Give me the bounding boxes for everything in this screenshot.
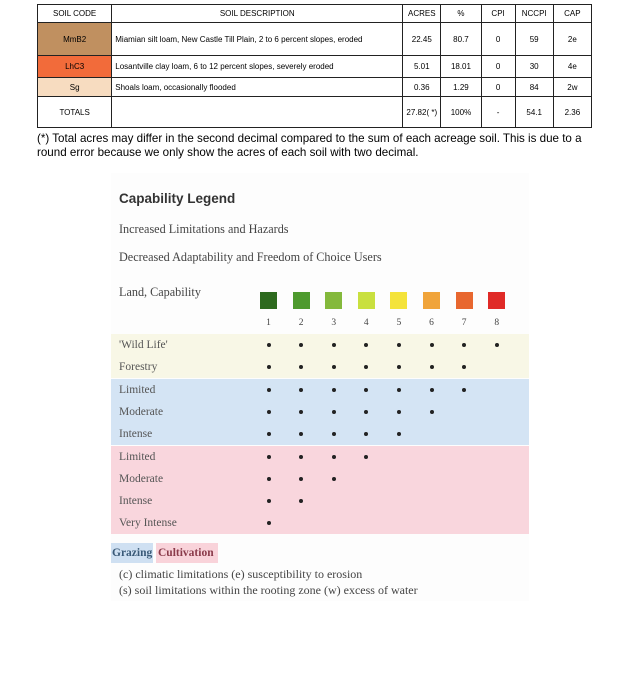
cpi-cell: 0 (481, 56, 515, 78)
capability-class-7-swatch (456, 292, 473, 309)
capability-dot (299, 477, 303, 481)
legend-title: Capability Legend (119, 191, 236, 206)
percent-cell: 18.01 (441, 56, 481, 78)
footnote-climatic-erosion: (c) climatic limitations (e) susceptibility to erosion (119, 567, 363, 581)
soil-code-cell: Sg (38, 78, 112, 97)
table-row (38, 56, 592, 78)
cultivation-tag: Cultivation (156, 543, 218, 563)
capability-row-label: Very Intense (119, 517, 177, 530)
capability-dot (430, 410, 434, 414)
header-soil-code: SOIL CODE (38, 5, 112, 23)
decreased-adaptability-line: Decreased Adaptability and Freedom of Choice Users (119, 250, 382, 264)
capability-dot (299, 455, 303, 459)
capability-dot (332, 455, 336, 459)
soil-table (37, 4, 592, 128)
capability-dot (332, 432, 336, 436)
cap-cell: 4e (553, 56, 591, 78)
nccpi-cell: 84 (515, 78, 553, 97)
header-soil-description: SOIL DESCRIPTION (112, 5, 403, 23)
capability-dot (397, 410, 401, 414)
totals-cpi: - (481, 97, 515, 128)
capability-class-2-swatch (293, 292, 310, 309)
capability-class-3-swatch (325, 292, 342, 309)
table-header-row (38, 5, 592, 23)
acres-cell: 0.36 (403, 78, 441, 97)
capability-row-label: Moderate (119, 405, 164, 418)
capability-row-label: Forestry (119, 361, 158, 374)
capability-dot (267, 388, 271, 392)
totals-acres: 27.82( *) (403, 97, 441, 128)
increased-limitations-line: Increased Limitations and Hazards (119, 222, 289, 236)
capability-row-label: Moderate (119, 472, 164, 485)
capability-dot (495, 343, 499, 347)
capability-dot (430, 388, 434, 392)
capability-class-8-swatch (488, 292, 505, 309)
cpi-cell: 0 (481, 78, 515, 97)
totals-row (38, 97, 592, 128)
capability-dot (332, 343, 336, 347)
capability-row-label: Limited (119, 450, 156, 463)
capability-row (111, 334, 529, 356)
capability-dot (267, 432, 271, 436)
acres-cell: 5.01 (403, 56, 441, 78)
capability-row (111, 468, 529, 490)
capability-class-1-swatch (260, 292, 277, 309)
capability-row (111, 490, 529, 512)
capability-class-1-number: 1 (266, 318, 271, 328)
capability-dot (364, 455, 368, 459)
capability-class-5-swatch (390, 292, 407, 309)
cap-cell: 2e (553, 23, 591, 56)
capability-class-2-number: 2 (298, 318, 304, 328)
percent-cell: 1.29 (441, 78, 481, 97)
land-capability-label: Land, Capability (119, 285, 201, 299)
capability-class-3-number: 3 (331, 318, 337, 328)
percent-cell: 80.7 (441, 23, 481, 56)
capability-row (111, 356, 529, 378)
capability-class-7-number: 7 (461, 318, 467, 328)
header-nccpi: NCCPI (515, 5, 553, 23)
capability-row (111, 379, 529, 401)
capability-dot (267, 343, 271, 347)
totals-percent: 100% (441, 97, 481, 128)
capability-dot (267, 521, 271, 525)
capability-class-6-swatch (423, 292, 440, 309)
table-row (38, 78, 592, 97)
capability-class-6-number: 6 (429, 318, 434, 328)
capability-class-8-number: 8 (494, 318, 500, 328)
footnote-soil-water: (s) soil limitations within the rooting zone (w) excess of water (119, 583, 418, 597)
nccpi-cell: 30 (515, 56, 553, 78)
capability-row-label: Intense (119, 495, 153, 508)
acres-cell: 22.45 (403, 23, 441, 56)
soil-description-cell: Shoals loam, occasionally flooded (112, 78, 403, 97)
capability-dot (267, 499, 271, 503)
capability-dot (267, 410, 271, 414)
capability-dot (332, 388, 336, 392)
capability-dot (299, 388, 303, 392)
capability-dot (267, 365, 271, 369)
grazing-tag: Grazing (111, 543, 153, 563)
header-cpi: CPI (481, 5, 515, 23)
capability-row (111, 423, 529, 445)
cap-cell: 2w (553, 78, 591, 97)
capability-row-label: Intense (119, 428, 153, 441)
capability-class-4-swatch (358, 292, 375, 309)
capability-dot (332, 410, 336, 414)
capability-row (111, 446, 529, 468)
totals-label: TOTALS (38, 97, 112, 128)
capability-dot (397, 343, 401, 347)
capability-legend (111, 173, 529, 601)
cpi-cell: 0 (481, 23, 515, 56)
capability-dot (299, 410, 303, 414)
capability-dot (397, 388, 401, 392)
totals-nccpi: 54.1 (515, 97, 553, 128)
capability-dot (364, 388, 368, 392)
header-cap: CAP (553, 5, 591, 23)
capability-dot (462, 388, 466, 392)
rounding-note: (*) Total acres may differ in the second decimal compared to the sum of each acreage soil. This is due to a round error because we only show the acres of each soil with two decimal. (37, 132, 582, 159)
header-percent: % (441, 5, 481, 23)
nccpi-cell: 59 (515, 23, 553, 56)
totals-description-empty (112, 97, 403, 128)
table-row (38, 23, 592, 56)
soil-code-cell: MmB2 (38, 23, 112, 56)
capability-dot (332, 477, 336, 481)
capability-class-4-number: 4 (363, 318, 369, 328)
capability-row (111, 401, 529, 423)
capability-class-5-number: 5 (396, 318, 402, 328)
soil-description-cell: Miamian silt loam, New Castle Till Plain, 2 to 6 percent slopes, eroded (112, 23, 403, 56)
soil-code-cell: LhC3 (38, 56, 112, 78)
capability-dot (430, 365, 434, 369)
totals-cap: 2.36 (553, 97, 591, 128)
capability-row-label: Limited (119, 383, 156, 396)
capability-dot (430, 343, 434, 347)
capability-row-label: 'Wild Life' (119, 339, 168, 351)
soil-description-cell: Losantville clay loam, 6 to 12 percent slopes, severely eroded (112, 56, 403, 78)
capability-dot (267, 455, 271, 459)
capability-dot (267, 477, 271, 481)
header-acres: ACRES (403, 5, 441, 23)
